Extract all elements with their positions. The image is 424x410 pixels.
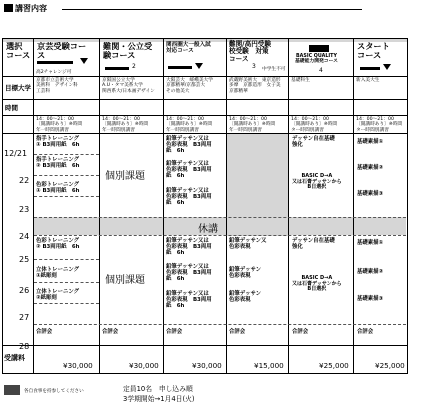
session-cell: 個別課題 bbox=[105, 275, 145, 286]
session-cell: 基礎素描① bbox=[357, 240, 384, 246]
capacity-note: 定員10名 申し込み順 bbox=[123, 385, 193, 393]
course-kansai-name: 関西圏大一般入試 対応コース bbox=[166, 42, 211, 55]
session-cell: 鉛筆デッサン又は 色彩表現 B3両用 紙 6h bbox=[166, 238, 212, 257]
time-kyogei: 14：00〜21：00 〔開講時あり〕※時間 年一時間別講習 bbox=[36, 117, 83, 133]
session-cell: BASIC D→A 又は石膏デッサンから B日選択 bbox=[292, 275, 342, 293]
course-basic-number: 4 bbox=[319, 67, 323, 74]
heading-rule bbox=[62, 9, 362, 10]
session-cell: 基礎素描② bbox=[357, 165, 384, 171]
course-nankan-name: 難関・公立受 験コース bbox=[103, 41, 153, 61]
day-label: 12/21 bbox=[4, 149, 28, 158]
time-start: 14：00〜21：00 〔開講時あり〕※時間 ター時間別講習 bbox=[356, 117, 403, 133]
course-schedule-table bbox=[2, 38, 408, 374]
time-row-label: 時間 bbox=[5, 104, 18, 112]
session-cell: デッサン自在基礎 強化 bbox=[292, 136, 335, 149]
session-cell: 立体トレーニング ②紙彫刻 bbox=[36, 289, 80, 302]
course-select-label: 選択 コース bbox=[6, 41, 31, 61]
legend-text: 各自食事を持参してください bbox=[24, 389, 84, 394]
course-basic bbox=[289, 39, 353, 76]
session-cell: 鉛筆デッサン又は 色彩表現 B3両用 紙 6h bbox=[166, 291, 212, 310]
target-kyogei: 京都市立芸術大学 美術科 デザイン科 工芸科 bbox=[36, 78, 78, 94]
course-basic-logo bbox=[309, 45, 329, 52]
target-kansai: 大阪芸大 嵯峨美大学 京都精華/京都芸大 その他美大 bbox=[166, 78, 213, 94]
session-cell: 鉛筆デッサン又は 色彩表現 B3両用 紙 6h bbox=[166, 188, 212, 207]
fee-value: ¥15,000 bbox=[254, 361, 284, 370]
fee-value: ¥25,000 bbox=[319, 361, 349, 370]
session-cell: 立体トレーニング ①紙彫刻 bbox=[36, 267, 80, 280]
session-cell: 鉛筆デッサン又は 色彩表現 B3両用 紙 6h bbox=[166, 136, 212, 155]
session-cell: 基礎素描② bbox=[357, 269, 384, 275]
session-cell: デッサン自在基礎 強化 bbox=[292, 238, 335, 251]
session-cell: 合評会 bbox=[357, 329, 374, 335]
time-basic: 14：00〜21：00 〔開講時あり〕※時間 ター時間別講習 bbox=[291, 117, 338, 133]
fee-value: ¥30,000 bbox=[129, 361, 159, 370]
fee-row-label: 受講料 bbox=[4, 354, 25, 362]
holiday-band bbox=[34, 217, 406, 235]
time-kansai: 14：00〜21：00 〔開講時あり〕※時間 年一時間別講習 bbox=[166, 117, 213, 133]
session-cell: 合評会 bbox=[292, 329, 309, 335]
session-cell: 基礎素描③ bbox=[357, 191, 384, 197]
target-nankanko: 武蔵野美術大 東京造形 多摩 京都造形 女子美 京都精華 bbox=[229, 78, 281, 94]
fee-value: ¥30,000 bbox=[192, 361, 222, 370]
day-label: 26 bbox=[19, 286, 30, 295]
session-cell: 合評会 bbox=[166, 329, 183, 335]
session-cell: 合評会 bbox=[229, 329, 246, 335]
course-kansai bbox=[164, 39, 226, 76]
session-cell: 鉛筆デッサン 色彩表現 bbox=[229, 267, 261, 280]
course-start-name: スタート コース bbox=[357, 41, 390, 61]
day-label: 23 bbox=[19, 205, 30, 214]
course-nankanko-name: 難関/高円受験 校受験 対策 コース bbox=[229, 40, 271, 63]
course-start bbox=[354, 39, 407, 76]
time-nankan: 14：00〜21：00 〔開講時あり〕※時間 年一時間別講習 bbox=[102, 117, 149, 133]
course-nankanko bbox=[227, 39, 288, 76]
session-cell: 指手トレーニング ② B3両用紙 6h bbox=[36, 157, 80, 170]
course-kyogei bbox=[34, 39, 99, 76]
session-cell: 色彩トレーニング ① B3両用紙 6h bbox=[36, 182, 80, 195]
fee-value: ¥25,000 bbox=[375, 361, 405, 370]
session-cell: 鉛筆デッサン又は 色彩表現 B3両用 紙 6h bbox=[166, 264, 212, 283]
session-cell: 鉛筆デッサン又は 色彩表現 B3両用 紙 6h bbox=[166, 161, 212, 180]
session-cell: BASIC D→A 又は石膏デッサンから B日選択 bbox=[292, 173, 342, 191]
term-start-note: 3学期開始→1月4日(火) bbox=[123, 395, 195, 403]
time-nankanko: 14：00〜21：00 〔開講時あり〕※時間 年一時間別講習 bbox=[229, 117, 276, 133]
legend-swatch bbox=[4, 385, 20, 395]
course-nankanko-number: 3 bbox=[252, 63, 256, 70]
target-row-label: 目標大学 bbox=[5, 84, 31, 92]
session-cell: 合評会 bbox=[102, 329, 119, 335]
heading-marker bbox=[4, 4, 13, 12]
course-basic-name: BASIC QUALITY 基礎能力開発コース bbox=[295, 54, 338, 65]
holiday-label: 休講 bbox=[198, 224, 218, 235]
course-kyogei-note: 高2チャレンジ可 bbox=[36, 70, 72, 75]
day-label: 27 bbox=[19, 313, 30, 322]
page-title: 講習内容 bbox=[15, 4, 47, 13]
session-cell: 鉛筆デッサン又 色彩表現 bbox=[229, 238, 267, 251]
session-cell: 色彩トレーニング ② B3両用紙 6h bbox=[36, 238, 80, 251]
target-start: 新入美大生 bbox=[356, 78, 380, 83]
course-nankan bbox=[100, 39, 163, 76]
course-kyogei-name: 京芸受験コー ス bbox=[37, 41, 87, 61]
session-cell: 基礎素描③ bbox=[357, 296, 384, 302]
fee-value: ¥30,000 bbox=[63, 361, 93, 370]
session-cell: 合評会 bbox=[36, 329, 53, 335]
session-cell: 基礎素描① bbox=[357, 139, 384, 145]
course-nankanko-note: 中学生不可 bbox=[262, 67, 286, 72]
session-cell: 指手トレーニング ① B3両用紙 6h bbox=[36, 136, 80, 149]
course-nankan-number: 2 bbox=[132, 63, 136, 70]
day-label: 28 bbox=[19, 342, 30, 351]
target-nankan: 京阪国公立大学 A.U・タマ美系大学 関西系大/日本画デザイン bbox=[102, 78, 155, 94]
day-label: 24 bbox=[19, 232, 30, 241]
day-label: 22 bbox=[19, 176, 30, 185]
session-cell: 鉛筆デッサン 色彩表現 bbox=[229, 291, 261, 304]
session-cell: 個別課題 bbox=[105, 171, 145, 182]
day-label: 25 bbox=[19, 255, 30, 264]
target-basic: 基礎科生 bbox=[291, 78, 310, 83]
